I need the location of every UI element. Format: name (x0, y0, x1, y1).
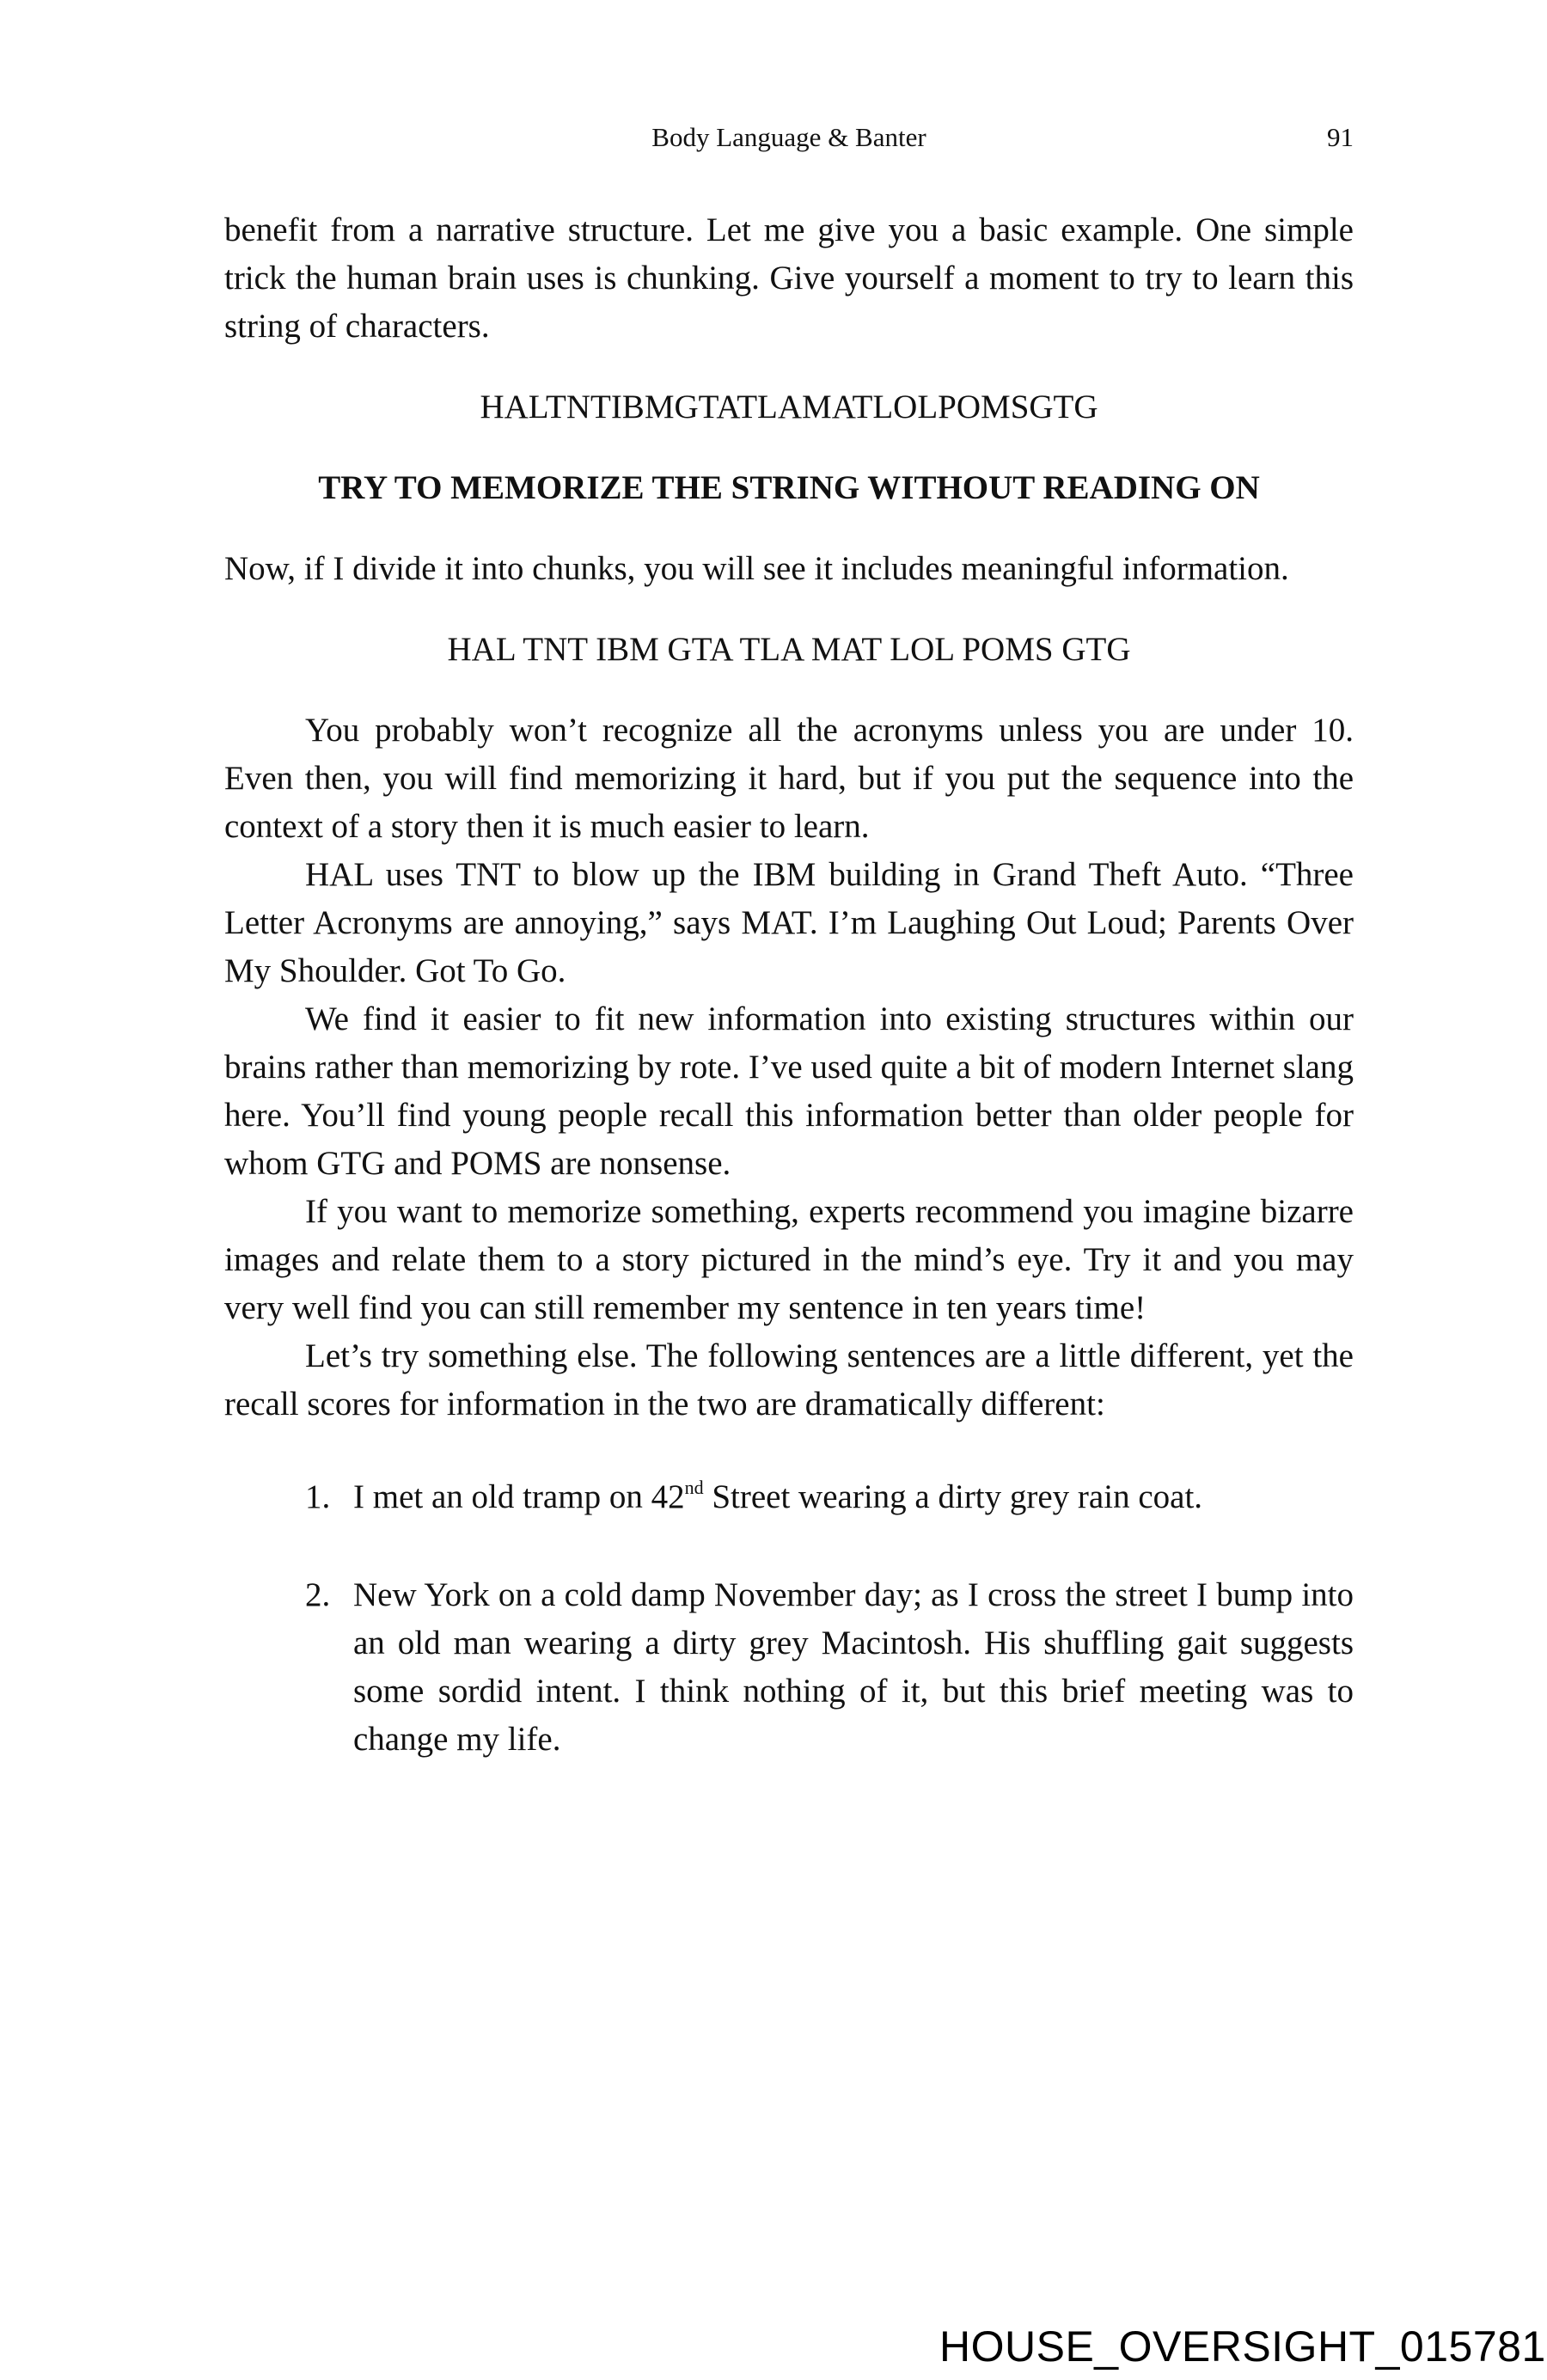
spacer (224, 1521, 1354, 1571)
list-number: 1. (305, 1478, 331, 1515)
running-header (224, 119, 1354, 156)
paragraph-chunks: Now, if I divide it into chunks, you will see it includes meaningful information. (224, 550, 1289, 587)
page-body (224, 206, 1354, 1764)
spacer (224, 512, 1354, 545)
list-text-before: I met an old tramp on 42 (353, 1478, 685, 1515)
list-text-after: Street wearing a dirty grey rain coat. (703, 1478, 1203, 1515)
bates-stamp: HOUSE_OVERSIGHT_015781 (939, 2322, 1546, 2371)
paragraph-narrative-structure: benefit from a narrative structure. Let me give you a basic example. One simple trick the human brain uses is chunking. Give yourself a moment to try to learn this string of characters. (224, 211, 1354, 345)
chunked-string: HAL TNT IBM GTA TLA MAT LOL POMS GTG (447, 631, 1131, 668)
paragraph-existing-structures: We find it easier to fit new information into existing structures within our brains rather than memorizing by rote. I’ve used quite a bit of modern Internet slang here. You’ll find young people recall this information better than older people for whom GTG and POMS are nonsense. (224, 1000, 1354, 1182)
list-item (224, 1473, 1354, 1521)
spacer (224, 593, 1354, 626)
example-sentences-list (224, 1473, 1354, 1764)
list-text (353, 1478, 1202, 1515)
memorize-instruction: TRY TO MEMORIZE THE STRING WITHOUT READING ON (318, 469, 1260, 506)
paragraph-acronyms: You probably won’t recognize all the acronyms unless you are under 10. Even then, you will find memorizing it hard, but if you put the sequence into the context of a story then it is much easier to learn. (224, 712, 1354, 845)
page-number: 91 (1327, 122, 1354, 152)
paragraph-story: HAL uses TNT to blow up the IBM building in Grand Theft Auto. “Three Letter Acronyms are annoying,” says MAT. I’m Laughing Out Loud; Parents Over My Shoulder. Got To Go. (224, 856, 1354, 989)
ordinal-suffix: nd (684, 1477, 704, 1498)
spacer (224, 351, 1354, 383)
unchunked-string: HALTNTIBMGTATLAMATLOLPOMSGTG (480, 389, 1098, 425)
spacer (224, 431, 1354, 464)
spacer (224, 1429, 1354, 1473)
running-title: Body Language & Banter (651, 122, 926, 152)
spacer (224, 674, 1354, 707)
list-item (224, 1571, 1354, 1764)
paragraph-something-else: Let’s try something else. The following sentences are a little different, yet the recall scores for information in the two are dramatically different: (224, 1337, 1354, 1422)
paragraph-bizarre-images: If you want to memorize something, experts recommend you imagine bizarre images and relate them to a story pictured in the mind’s eye. Try it and you may very well find you can still remember my sentence in ten years time! (224, 1193, 1354, 1326)
list-text: New York on a cold damp November day; as I cross the street I bump into an old man wearing a dirty grey Macintosh. His shuffling gait suggests some sordid intent. I think nothing of it, but this brief meeting was to change my life. (353, 1576, 1354, 1758)
list-number: 2. (305, 1576, 331, 1613)
